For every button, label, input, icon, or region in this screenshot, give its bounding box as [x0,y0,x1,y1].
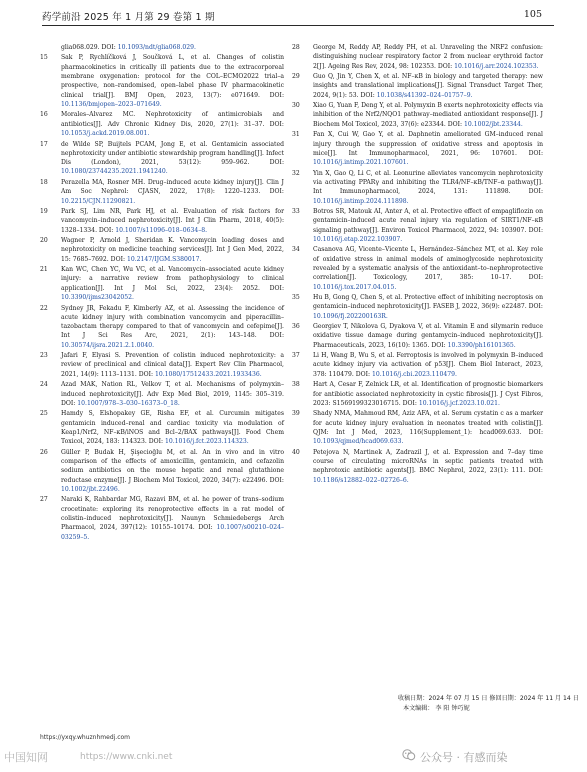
reference-number: 35 [292,294,300,302]
wechat-icon [402,748,416,765]
reference-item [292,130,543,167]
reference-number: 23 [40,352,48,360]
reference-number: 32 [292,169,300,177]
reference-number: 19 [40,207,48,215]
reference-item [292,293,543,321]
references-right-column [292,43,543,486]
reference-text: Sak P, Rychlíčková J, Součková L, et al. Changes of colistin pharmacokinetics in critically ill patients due to the extracorporeal membrane oxygenation: protocol for the COL–ECMO2022 trial–a prospective, non–randomised, open–label phase IV pharmacokinetic clinical trial[J]. BMJ Open, 2023, 13(7): e071649. DOI: [61,54,284,99]
reference-number: 36 [292,323,300,331]
reference-item [292,380,543,408]
reference-text: Guo Q, Jin Y, Chen X, et al. NF–κB in biology and targeted therapy: new insights and translational implications[J]. Signal Transduct Target Ther, 2024, 9(1): 53. DOI: [313,73,543,99]
reference-item [40,409,284,446]
reference-text: Jafari F, Elyasi S. Prevention of colistin induced nephrotoxicity: a review of preclinical and clinical data[J]. Expert Rev Clin Pharmacol, 2021, 14(9): 1113–1131. DOI: [61,352,284,378]
reference-number: 37 [292,352,300,360]
reference-item [40,448,284,494]
references-left-column [40,43,284,543]
cnki-watermark: 中国知网 [4,751,48,764]
reference-item [40,53,284,109]
reference-item [40,351,284,379]
reference-text: Petejova N, Martinek A, Zadrazil J, et al. Expression and 7–day time course of circulating microRNAs in septic patients treated with nephrotoxic antibiotic agents[J]. BMC Nephrol, 2022, 23(1): 111. DOI: [313,448,543,475]
reference-number: 15 [40,54,48,62]
editor-line: 本文编辑： 李 阳 钟巧妮 [403,705,470,712]
reference-number: 28 [292,44,300,51]
reference-text: Kan WC, Chen YC, Wu VC, et al. Vancomycin–associated acute kidney injury: a narrative review from pathophysiology to clinical application[J]. Int J Mol Sci, 2022, 23(4): 2052. DOI: [61,266,284,292]
doi-link[interactable]: 10.1002/jbt.22496. [61,485,120,493]
reference-text: Shady NMA, Mahmoud RM, Aziz AFA, et al. Serum cystatin c as a marker for acute kidney injury evaluation in neonates treated with colistin[J]. QJM: Int J Med, 2023, 116(Supplement_1): hcad069.633. DOI: [313,410,543,436]
reference-item [292,245,543,291]
reference-number: 20 [40,237,48,245]
doi-link[interactable]: 10.2215/CJN.11290821. [61,197,136,205]
reference-number: 25 [40,410,48,418]
reference-text: Botros SR, Matouk AI, Anter A, et al. Protective effect of empagliflozin on gentamicin–induced acute renal injury via regulation of SIRT1/NF–κB signaling pathway[J]. Environ Toxicol Pharmacol, 2022, 94: 103907. DOI: [313,207,543,234]
reference-item [292,169,543,206]
reference-item [40,140,284,177]
reference-item [40,380,284,408]
reference-text: Naraki K, Rahbardar MG, Razavi BM, et al. he power of trans–sodium crocetinate: exploring its renoprotective effects in a rat model of colistin–induced nephrotoxicity[J]. Naunyn Schmiedebergs Arch Pharmacol, 2024, 397(12): 10155–10174. DOI: [61,496,284,532]
reference-text: de Wilde SP, Buijtels PCAM, Jong E, et al. Gentamicin associated nephrotoxicity under antibiotic stewardship program handling[J]. Infect Dis (London), 2021, 53(12): 959–962. DOI: [61,140,284,167]
wechat-watermark [402,748,508,765]
reference-text: Georgiev T, Nikolova G, Dyakova V, et al. Vitamin E and silymarin reduce oxidative tissue damage during gentamycin–induced nephrotoxicity[J]. Pharmaceuticals, 2023, 16(10): 1365. DOI: [313,323,543,349]
reference-item [40,495,284,541]
reference-text: Li H, Wang B, Wu S, et al. Ferroptosis is involved in polymyxin B–induced acute kidney injury via activation of p53[J]. Chem Biol Interact, 2023, 378: 110479. DOI: [313,352,543,378]
doi-link[interactable]: 10.1038/s41392–024–01757–9. [376,91,473,99]
article-meta [398,694,579,714]
reference-item [40,207,284,235]
reference-number: 30 [292,102,300,110]
reference-number: 26 [40,448,48,456]
reference-text: glia068.029. DOI: [61,44,118,51]
reference-number: 18 [40,178,48,186]
reference-number: 17 [40,140,48,148]
doi-link[interactable]: 10.1016/j.cbi.2023.110479. [372,370,457,378]
reference-item [40,178,284,206]
doi-link[interactable]: 10.1016/j.tox.2017.04.015. [313,283,397,291]
reference-text: Hu B, Gong Q, Chen S, et al. Protective effect of inhibiting necroptosis on gentamicin–induced nephrotoxicity[J]. FASEB J, 2022, 36(9): e22487. DOI: [313,294,543,311]
reference-text: Fan X, Cui W, Gao Y, et al. Daphnetin ameliorated GM–induced renal injury through the suppression of oxidative stress and apoptosis in mice[J]. Int Immunopharmacol, 2021, 96: 107601. DOI: [313,131,543,157]
doi-link[interactable]: 10.1053/j.ackd.2019.08.001. [61,130,150,138]
reference-item [40,43,284,52]
doi-link[interactable]: 10.30574/ijsra.2021.2.1.0040. [61,341,155,349]
doi-link[interactable]: 10.1016/j.etap.2022.103907. [313,235,403,243]
wechat-watermark-text: 公众号 · 有感而染 [420,750,508,764]
doi-link[interactable]: 10.1016/j.fct.2023.114323. [164,438,249,446]
journal-url[interactable]: https://yxqy.whuznhmedj.com [40,734,131,741]
reference-number: 33 [292,207,300,215]
doi-link[interactable]: 10.1007/s00210–024–03259–5. [61,524,284,541]
reference-number: 31 [292,131,300,139]
doi-link[interactable]: 10.1093/qjmed/hcad069.633. [313,438,404,446]
received-revised-dates: 收稿日期：2024 年 07 月 15 日 修回日期：2024 年 11 月 14 日 [398,695,579,702]
reference-text: Park SJ, Lim NR, Park HJ, et al. Evaluation of risk factors for vancomycin–induced nephrotoxicity[J]. Int J Clin Pharm, 2018, 40(5): 1328–1334. DOI: [61,207,284,234]
reference-item [292,43,543,71]
doi-link[interactable]: 10.1002/jbt.23344. [464,120,523,128]
reference-number: 29 [292,73,300,81]
reference-number: 39 [292,410,300,418]
reference-text: Xiao G, Yuan F, Deng Y, et al. Polymyxin B exerts nephrotoxicity effects via inhibition of the Nrf2/NQO1 pathway–mediated antioxidant response[J]. J Biochem Mol Toxicol, 2023, 37(6): e23344. DOI: [313,102,543,128]
reference-item [292,351,543,379]
reference-text: Wagner P, Arnold J, Sheridan K. Vancomycin loading doses and nephrotoxicity on medicine teaching services[J]. Int J Gen Med, 2022, 15: 7685–7692. DOI: [61,237,284,263]
reference-text: Morales–Alvarez MC. Nephrotoxicity of antimicrobials and antibiotics[J]. Adv Chronic Kidney Dis, 2020, 27(1): 31–37. DOI: [61,111,284,128]
reference-number: 22 [40,304,48,312]
reference-number: 21 [40,266,48,274]
reference-text: Azad MAK, Nation RL, Velkov T, et al. Mechanisms of polymyxin–induced nephrotoxicity[J]. Adv Exp Med Biol, 2019, 1145: 305–319. DOI: [61,381,284,407]
reference-text: Perazella MA, Rosner MH. Drug–induced acute kidney injury[J]. Clin J Am Soc Nephrol: CJASN, 2022, 17(8): 1220–1233. DOI: [61,178,284,196]
page-header [42,9,554,26]
doi-link[interactable]: 10.3390/ijms23042052. [61,294,134,302]
reference-text: Casanova AG, Vicente–Vicente L, Hernández–Sánchez MT, et al. Key role of oxidative stress in animal models of aminoglycoside nephrotoxicity revealed by a systematic analysis of the antioxidant–to–nephroprotective correlation[J]. Toxicology, 2017, 385: 10–17. DOI: [313,246,543,282]
doi-link[interactable]: 10.1016/j.intimp.2021.107601. [313,159,409,167]
doi-link[interactable]: 10.1007/978–3–030–16373–0_18. [77,399,180,407]
doi-link[interactable]: 10.1136/bmjopen–2023–071649. [61,100,162,108]
reference-text: Güller P, Budak H, Şişecioğlu M, et al. An in vivo and in vitro comparison of the effects of amoxicillin, gentamicin, and cefazolin sodium antibiotics on the mouse hepatic and renal glutathione reductase enzyme[J]. J Biochem Mol Toxicol, 2020, 34(7): e22496. DOI: [61,448,284,484]
reference-item [292,207,543,244]
reference-text: Yin X, Gao Q, Li C, et al. Leonurine alleviates vancomycin nephrotoxicity via activating PPARγ and inhibiting the TLR4/NF–κB/TNF–α pathway[J]. Int Immunopharmacol, 2024, 131: 111898. DOI: [313,169,543,196]
reference-item [40,304,284,350]
reference-item [292,322,543,350]
cnki-url-watermark: https://www.cnki.net [80,752,173,762]
doi-link[interactable]: 10.3390/ph16101365. [447,341,516,349]
reference-item [40,265,284,302]
doi-link[interactable]: 10.1093/ndt/glia068.029. [117,44,196,51]
doi-link[interactable]: 10.1186/s12882–022–02726–6. [313,476,409,484]
reference-number: 40 [292,448,300,456]
page-number: 105 [523,9,542,20]
doi-link[interactable]: 10.1016/j.arr.2024.102353. [454,62,539,70]
reference-item [292,101,543,129]
reference-item [292,448,543,485]
doi-link[interactable]: 10.1096/fj.202200163R. [313,312,388,320]
doi-link[interactable]: 10.1007/s11096–018–0634–8. [115,226,208,234]
reference-number: 16 [40,111,48,119]
reference-number: 38 [292,381,300,389]
doi-link[interactable]: 10.1016/j.intimp.2024.111898. [313,197,409,205]
doi-link[interactable]: 10.1080/17512433.2021.1933436. [154,370,262,378]
reference-text: Hart A, Cesar F, Zelnick LR, et al. Identification of prognostic biomarkers for antibiotic associated nephrotoxicity in cystic fibrosis[J]. J Cyst Fibros, 2023: S1569199323016715. DOI: [313,381,543,407]
reference-text: George M, Reddy AP, Reddy PH, et al. Unraveling the NRF2 confusion: distinguishing nuclear respiratory factor 2 from nuclear erythroid factor 2[J]. Ageing Res Rev, 2024, 98: 102353. DOI: [313,44,543,70]
reference-number: 27 [40,496,48,504]
reference-number: 34 [292,246,300,254]
reference-text: Hamdy S, Elshopakey GE, Risha EF, et al. Curcumin mitigates gentamicin induced–renal and cardiac toxicity via modulation of Keap1/Nrf2, NF–κB/iNOS and Bcl–2/BAX pathways[J]. Food Chem Toxicol, 2024, 183: 114323. DOI: [61,410,284,446]
reference-item [40,110,284,138]
doi-link[interactable]: 10.2147/IJGM.S380017. [126,255,202,263]
reference-number: 24 [40,381,48,389]
reference-item [292,409,543,446]
reference-text: Sydney JR, Fekadu F, Kimberly AZ, et al. Assessing the incidence of acute kidney injury with combination vancomycin and piperacillin–tazobactam therapy compared to that of vancomycin and cefepime[J]. Int J Sci Res Arc, 2021, 2(1): 143–148. DOI: [61,304,284,340]
doi-link[interactable]: 10.1016/j.jcf.2023.10.021. [418,399,500,407]
reference-item [40,236,284,264]
doi-link[interactable]: 10.1080/23744235.2021.1941240. [61,168,168,176]
reference-item [292,72,543,100]
journal-title: 药学前沿 2025 年 1 月第 29 卷第 1 期 [42,12,215,23]
